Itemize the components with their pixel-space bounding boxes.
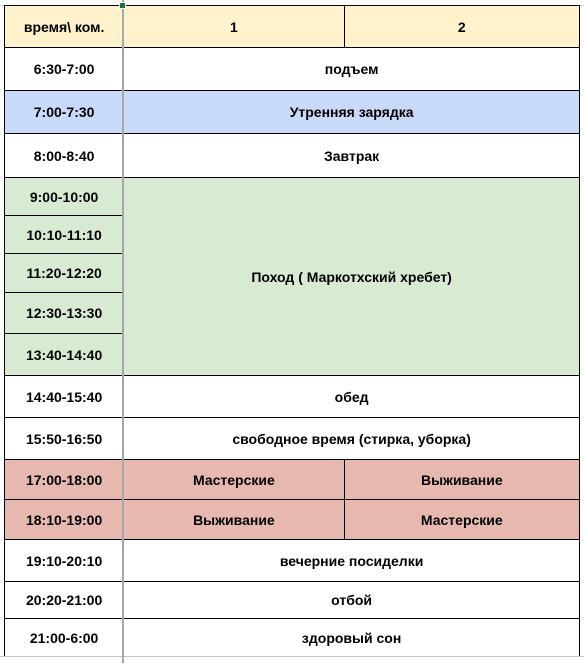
time-cell[interactable]: 8:00-8:40 [5, 134, 124, 178]
team-1-activity-cell[interactable]: Мастерские [124, 460, 344, 500]
time-cell[interactable]: 18:10-19:00 [5, 500, 124, 540]
activity-cell[interactable]: обед [124, 376, 580, 418]
schedule-row [5, 48, 580, 91]
schedule-table [4, 5, 580, 657]
activity-cell[interactable]: Завтрак [124, 134, 580, 178]
schedule-row [5, 178, 580, 216]
schedule-row [5, 619, 580, 657]
header-team-1-cell[interactable]: 1 [124, 6, 344, 48]
time-cell[interactable]: 15:50-16:50 [5, 418, 124, 460]
team-1-activity-cell[interactable]: Выживание [124, 500, 344, 540]
activity-cell[interactable]: свободное время (стирка, уборка) [124, 418, 580, 460]
time-cell[interactable]: 13:40-14:40 [5, 334, 124, 376]
schedule-row [5, 91, 580, 134]
team-2-activity-cell[interactable]: Мастерские [344, 500, 579, 540]
schedule-row [5, 582, 580, 619]
hike-activity-cell[interactable]: Поход ( Маркотхский хребет) [124, 178, 580, 376]
time-cell[interactable]: 6:30-7:00 [5, 48, 124, 91]
time-cell[interactable]: 9:00-10:00 [5, 178, 124, 216]
time-cell[interactable]: 20:20-21:00 [5, 582, 124, 619]
activity-cell[interactable]: Утренняя зарядка [124, 91, 580, 134]
selection-handle[interactable] [119, 2, 126, 9]
time-cell[interactable]: 21:00-6:00 [5, 619, 124, 657]
activity-cell[interactable]: подъем [124, 48, 580, 91]
time-cell[interactable]: 14:40-15:40 [5, 376, 124, 418]
time-cell[interactable]: 11:20-12:20 [5, 254, 124, 293]
schedule-row [5, 418, 580, 460]
time-cell[interactable]: 19:10-20:10 [5, 540, 124, 582]
time-cell[interactable]: 10:10-11:10 [5, 216, 124, 254]
schedule-row [5, 540, 580, 582]
header-time-cell[interactable]: время\ ком. [5, 6, 124, 48]
time-cell[interactable]: 12:30-13:30 [5, 293, 124, 334]
header-team-2-cell[interactable]: 2 [344, 6, 579, 48]
schedule-row [5, 376, 580, 418]
time-cell[interactable]: 17:00-18:00 [5, 460, 124, 500]
team-2-activity-cell[interactable]: Выживание [344, 460, 579, 500]
header-row [5, 6, 580, 48]
schedule-row [5, 500, 580, 540]
time-cell[interactable]: 7:00-7:30 [5, 91, 124, 134]
activity-cell[interactable]: вечерние посиделки [124, 540, 580, 582]
schedule-row [5, 460, 580, 500]
schedule-row [5, 134, 580, 178]
activity-cell[interactable]: отбой [124, 582, 580, 619]
activity-cell[interactable]: здоровый сон [124, 619, 580, 657]
